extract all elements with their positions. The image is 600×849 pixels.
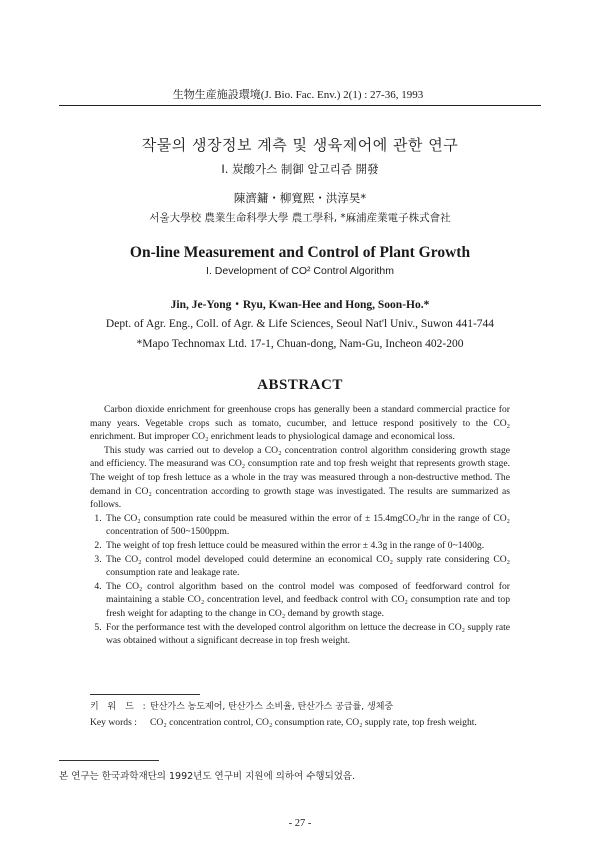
korean-authors: 陳濟鏞・柳寬熙・洪淳昊* [233,191,367,205]
keywords-english-label: Key words : [90,717,137,728]
footnote: 본 연구는 한국과학재단의 1992년도 연구비 지원에 의하여 수행되었음. [59,771,356,782]
results-list-item: 5. For the performance test with the developed control algorithm on lettuce the decrease in CO₂ supply rate was obtained without a significant decrease in top fresh weight. [104,621,510,648]
abstract-heading: ABSTRACT [257,377,343,393]
keywords-korean-row [90,700,510,715]
korean-affiliation: 서울大學校 農業生命科學大學 農工學科, *麻浦産業電子株式會社 [149,212,451,224]
abstract-paragraph-2: This study was carried out to develop a CO₂ concentration control algorithm considering growth stage and efficiency. The measurand was CO₂ consumption rate and top fresh weight that represents growth stage. The weight of top fresh lettuce as a whole in the tray was measured through a non-destructive method. The demand in CO₂ concentration according to growth stage was investigated. The results are summarized as follows. [90,444,510,511]
keywords-english-row [90,715,510,730]
abstract-paragraph-1: Carbon dioxide enrichment for greenhouse crops has generally been a standard commercial practice for many years. Vegetable crops such as tomato, cucumber, and lettuce respond positively to the CO₂ enrichment. But improper CO₂ enrichment leads to physiological damage and economical loss. [90,404,510,443]
results-list-item: 3. The CO₂ control model developed could determine an economical CO₂ supply rate considering CO₂ consumption rate and leakage rate. [104,553,510,580]
keywords-korean-label: 키 워 드 : [90,702,149,712]
english-affiliation-2: *Mapo Technomax Ltd. 17-1, Chuan-dong, Nam-Gu, Incheon 402-200 [136,338,464,350]
abstract-body [90,403,510,648]
keywords-english-value: CO₂ concentration control, CO₂ consumption rate, CO₂ supply rate, top fresh weight. [150,717,477,728]
english-affiliation-1: Dept. of Agr. Eng., Coll. of Agr. & Life Sciences, Seoul Nat'l Univ., Suwon 441-744 [105,318,495,330]
english-authors: Jin, Je-Yong・Ryu, Kwan-Hee and Hong, Soon-Ho.* [170,299,430,311]
english-title: On-line Measurement and Control of Plant Growth [129,244,471,261]
korean-title: 작물의 생장정보 계측 및 생육제어에 관한 연구 [141,136,459,154]
results-list-item: 4. The CO₂ control algorithm based on the control model was composed of feedforward control for maintaining a stable CO₂ concentration level, and feedback control with CO₂ consumption rate and top fresh weight for adapting to the change in CO₂ demand by growth stage. [104,580,510,621]
keywords-rule [90,694,200,695]
journal-header: 生物生産施設環境(J. Bio. Fac. Env.) 2(1) : 27-36, 1993 [172,89,424,101]
keywords-korean-value: 탄산가스 농도제어, 탄산가스 소비율, 탄산가스 공급률, 생체중 [150,702,394,712]
footnote-rule [59,760,159,761]
results-list [90,512,510,648]
korean-subtitle: I. 炭酸가스 制御 알고리즘 開發 [221,162,379,176]
english-subtitle: I. Development of CO² Control Algorithm [206,265,394,277]
keywords-block [90,700,510,730]
results-list-item: 1. The CO₂ consumption rate could be measured within the error of ± 15.4mgCO₂/hr in the range of CO₂ concentration of 500~1500ppm. [104,512,510,539]
page-number: - 27 - [288,818,312,829]
header-rule [59,105,541,106]
results-list-item: 2. The weight of top fresh lettuce could be measured within the error ± 4.3g in the range of 0~1400g. [104,539,510,553]
